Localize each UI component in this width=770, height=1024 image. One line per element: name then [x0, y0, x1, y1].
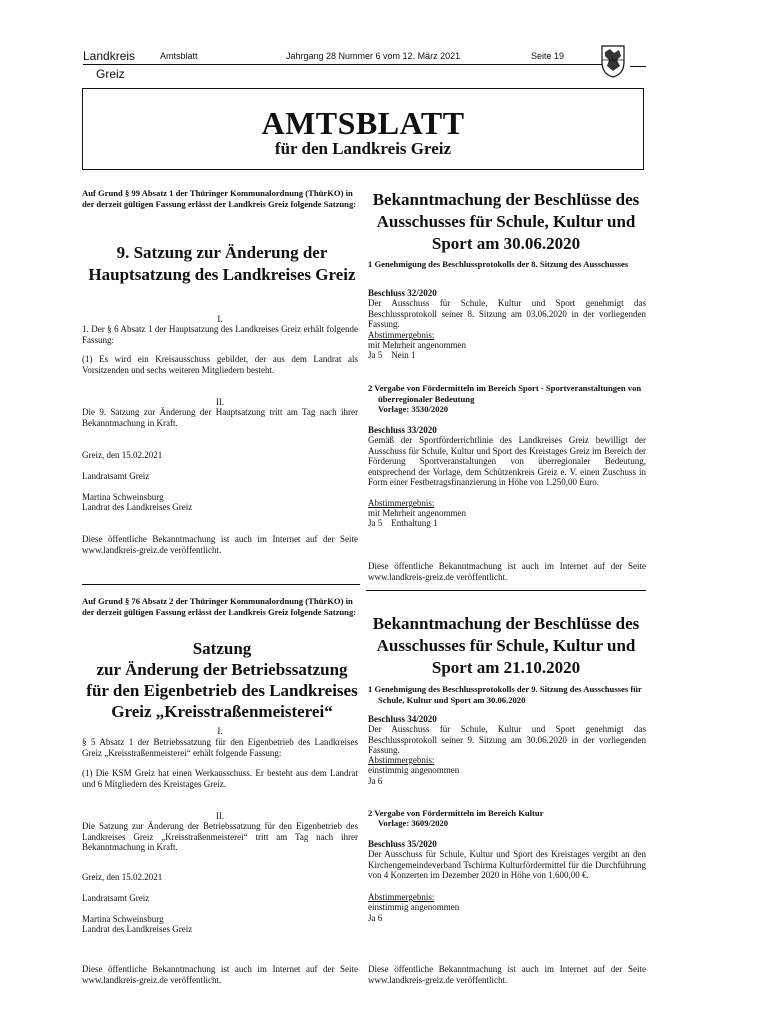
- statute-paragraph: (1) Es wird ein Kreisausschuss gebildet, der aus dem Landrat als Vorsitzenden und sechs weiteren Mitgliedern besteht.: [82, 354, 358, 375]
- statute-heading: 9. Satzung zur Änderung der Hauptsatzung des Landkreises Greiz: [88, 243, 356, 284]
- coat-of-arms-icon: [600, 44, 626, 78]
- vote-label: Abstimmergebnis:: [368, 498, 435, 508]
- statute-heading-line: zur Änderung der Betriebssatzung: [96, 660, 348, 679]
- page-header: [83, 49, 683, 89]
- signature-office: Landratsamt Greiz: [82, 893, 150, 903]
- internet-notice: Diese öffentliche Bekanntmachung ist auch im Internet auf der Seite www.landkreis-greiz.de veröffentlicht.: [368, 964, 646, 985]
- signature-office: Landratsamt Greiz: [82, 471, 150, 481]
- vote-counts: Ja 5 Enthaltung 1: [368, 518, 438, 528]
- signer-name: Martina Schweinsburg: [82, 492, 164, 502]
- vote-result: mit Mehrheit angenommen: [368, 508, 466, 518]
- statute-paragraph: Die Satzung zur Änderung der Betriebssatzung für den Eigenbetrieb des Landkreises Greiz „Kreisstraßenmeisterei“ tritt am Tag nach ihrer Bekanntmachung in Kraft.: [82, 821, 358, 853]
- signature-date: Greiz, den 15.02.2021: [82, 872, 163, 882]
- article-number: II.: [215, 811, 225, 821]
- resolution-text: Der Ausschuss für Schule, Kultur und Sport genehmigt das Beschlussprotokoll seiner 8. Sitzung am 03.06.2020 in der vorliegenden Fassung.: [368, 298, 646, 330]
- resolution-text: Der Ausschuss für Schule, Kultur und Sport genehmigt das Beschlussprotokoll seiner 9. Sitzung am 30.06.2020 in der vorliegenden Fassung.: [368, 724, 646, 756]
- resolution-title: Beschluss 35/2020: [368, 839, 437, 849]
- statute-heading-line: Greiz „Kreisstraßenmeisterei“: [111, 702, 333, 721]
- resolution-title: Beschluss 33/2020: [368, 425, 437, 435]
- internet-notice: Diese öffentliche Bekanntmachung ist auch im Internet auf der Seite www.landkreis-greiz.de veröffentlicht.: [368, 561, 646, 582]
- vote-label: Abstimmergebnis:: [368, 330, 435, 340]
- statute-paragraph: § 5 Absatz 1 der Betriebssatzung für den Eigenbetrieb des Landkreises Greiz „Kreisstraßenmeisterei“ erhält folgende Fassung:: [82, 737, 358, 758]
- agenda-item: 2 Vergabe von Fördermitteln im Bereich Sport - Sportveranstaltungen von überregionaler Bedeutung: [368, 383, 642, 404]
- agenda-item: 1 Genehmigung des Beschlussprotokolls der 9. Sitzung des Ausschusses für Schule, Kultur und Sport am 30.06.2020: [368, 684, 642, 705]
- announcement-heading: Bekanntmachung der Beschlüsse des Ausschusses für Schule, Kultur und Sport am 21.10.2020: [372, 614, 640, 677]
- announcement-heading: Bekanntmachung der Beschlüsse des Ausschusses für Schule, Kultur und Sport am 30.06.2020: [372, 190, 640, 253]
- article-number: I.: [217, 726, 223, 736]
- district-name: Greiz: [96, 67, 125, 81]
- vote-result: einstimmig angenommen: [368, 902, 460, 912]
- signer-role: Landrat des Landkreises Greiz: [82, 502, 193, 512]
- internet-notice: Diese öffentliche Bekanntmachung ist auch im Internet auf der Seite www.landkreis-greiz.de veröffentlicht.: [82, 964, 358, 985]
- vote-label: Abstimmergebnis:: [368, 892, 435, 902]
- vote-counts: Ja 6: [368, 776, 383, 786]
- issue-info: Jahrgang 28 Nummer 6 vom 12. März 2021: [286, 51, 461, 61]
- resolution-title: Beschluss 32/2020: [368, 288, 437, 298]
- statute-paragraph: 1. Der § 6 Absatz 1 der Hauptsatzung des Landkreises Greiz erhält folgende Fassung:: [82, 324, 358, 345]
- statute-heading-line: für den Eigenbetrieb des Landkreises: [86, 681, 358, 700]
- resolution-text: Der Ausschuss für Schule, Kultur und Sport des Kreistages vergibt an den Kirchengemeindeverband Tschirma Kulturfördermittel für die Durchführung von 4 Konzerten im Dezember 2020 in Höhe von 1.600,00 €.: [368, 849, 646, 881]
- draft-reference: Vorlage: 3609/2020: [378, 818, 449, 828]
- vote-label: Abstimmergebnis:: [368, 755, 435, 765]
- district-label: Landkreis: [83, 49, 136, 63]
- masthead: [82, 88, 644, 170]
- statute-heading-line: Satzung: [192, 639, 252, 658]
- page-number: Seite 19: [531, 51, 565, 61]
- section-divider: [82, 584, 360, 585]
- internet-notice: Diese öffentliche Bekanntmachung ist auch im Internet auf der Seite www.landkreis-greiz.de veröffentlicht.: [82, 534, 358, 555]
- resolution-title: Beschluss 34/2020: [368, 714, 437, 724]
- section-divider: [366, 590, 646, 591]
- header-rule-end: [630, 66, 646, 67]
- signer-role: Landrat des Landkreises Greiz: [82, 924, 193, 934]
- signer-name: Martina Schweinsburg: [82, 914, 164, 924]
- vote-result: mit Mehrheit angenommen: [368, 340, 466, 350]
- signature-date: Greiz, den 15.02.2021: [82, 450, 163, 460]
- statute-paragraph: Die 9. Satzung zur Änderung der Hauptsatzung tritt am Tag nach ihrer Bekanntmachung in Kraft.: [82, 407, 358, 428]
- article-number: I.: [217, 314, 223, 324]
- agenda-item: 1 Genehmigung des Beschlussprotokolls der 8. Sitzung des Ausschusses: [368, 259, 629, 269]
- vote-counts: Ja 6: [368, 913, 383, 923]
- statute-paragraph: (1) Die KSM Greiz hat einen Werkausschuss. Er besteht aus dem Landrat und 6 Mitgliedern des Kreistages Greiz.: [82, 768, 358, 789]
- legal-basis-intro: Auf Grund § 99 Absatz 1 der Thüringer Kommunalordnung (ThürKO) in der derzeit gültigen Fassung erlässt der Landkreis Greiz folgende Satzung:: [82, 188, 357, 209]
- masthead-title: AMTSBLATT: [261, 105, 465, 141]
- article-number: II.: [215, 397, 225, 407]
- masthead-subtitle: für den Landkreis Greiz: [274, 139, 452, 158]
- legal-basis-intro: Auf Grund § 76 Absatz 2 der Thüringer Kommunalordnung (ThürKO) in der derzeit gültigen Fassung erlässt der Landkreis Greiz folgende Satzung:: [82, 596, 357, 617]
- resolution-text: Gemäß der Sportförderrichtlinie des Landkreises Greiz bewilligt der Ausschuss für Schule, Kultur und Sport des Kreistages Greiz im Bereich der Förderung Sportveranstaltungen von überregionaler Bedeutung, entsprechend der Vorlage, dem Schützenkreis Greiz e. V. einen Zuschuss in Form einer Festbetragsfinanzierung in Höhe von 1.250,00 Euro.: [368, 435, 646, 488]
- vote-counts: Ja 5 Nein 1: [368, 350, 416, 360]
- draft-reference: Vorlage: 3530/2020: [378, 404, 449, 414]
- vote-result: einstimmig angenommen: [368, 765, 460, 775]
- gazette-label: Amtsblatt: [160, 51, 198, 61]
- agenda-item: 2 Vergabe von Fördermitteln im Bereich Kultur: [368, 808, 544, 818]
